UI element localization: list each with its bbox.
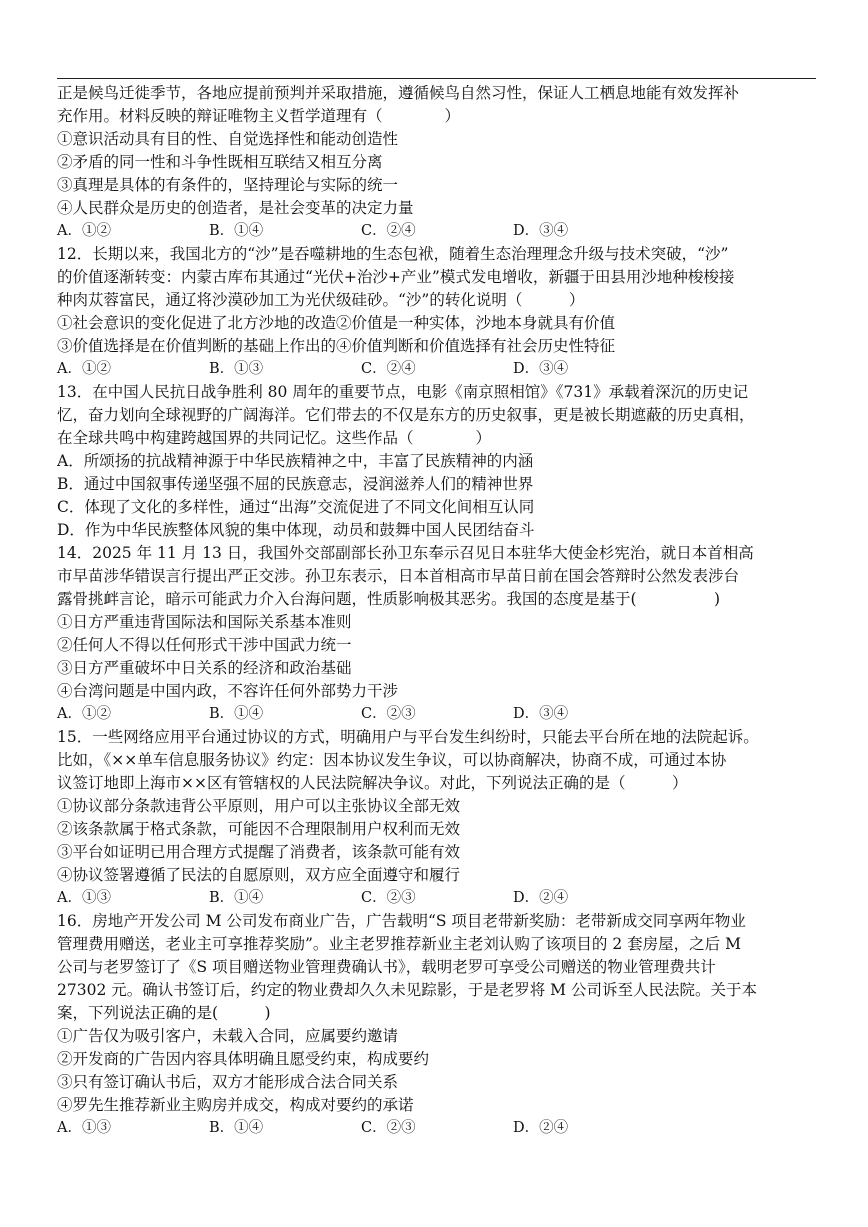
answer-options [57,358,822,381]
statement-item: ①广告仅为吸引客户，未载入合同，应属要约邀请 [57,1027,399,1045]
question-stem-line: 充作用。材料反映的辩证唯物主义哲学道理有（ ） [57,107,461,125]
question-stem-line: 16．房地产开发公司 M 公司发布商业广告，广告载明“S 项目老带新奖励：老带新成交同享两年物业 [57,912,746,930]
question-stem-line: 14．2025 年 11 月 13 日，我国外交部副部长孙卫东奉示召见日本驻华大使金杉宪治，就日本首相高 [57,544,754,562]
question-stem-line: 27302 元。确认书签订后，约定的物业费却久久未见踪影，于是老罗将 M 公司诉至人民法院。关于本 [57,981,757,999]
answer-options [57,1117,822,1140]
statement-item: ②任何人不得以任何形式干涉中国武力统一 [57,636,352,654]
statement-item: ④协议签署遵循了民法的自愿原则，双方应全面遵守和履行 [57,866,461,884]
option-b: B．①④ [209,1120,264,1136]
question-stem-line: 公司与老罗签订了《S 项目赠送物业管理费确认书》，载明老罗可享受公司赠送的物业管理费共计 [57,958,716,976]
option-d: D．③④ [513,361,569,377]
question-11-continued [57,82,822,243]
exam-page [57,82,822,1140]
question-stem-line: 管理费用赠送，老业主可享推荐奖励”。业主老罗推荐新业主老刘认购了该项目的 2 套房屋，之后 M [57,935,741,953]
option-b: B．①④ [209,706,264,722]
statement-item: ①日方严重违背国际法和国际关系基本准则 [57,613,352,631]
question-stem-line: 15．一些网络应用平台通过协议的方式，明确用户与平台发生纠纷时，只能去平台所在地的法院起诉。 [57,728,759,746]
option-a: A．①② [57,223,111,239]
statement-item: ③真理是具体的有条件的，坚持理论与实际的统一 [57,176,399,194]
option-a: A．所颂扬的抗战精神源于中华民族精神之中，丰富了民族精神的内涵 [57,452,534,470]
statement-item: ②开发商的广告因内容具体明确且愿受约束，构成要约 [57,1050,430,1068]
statement-item: ②该条款属于格式条款，可能因不合理限制用户权利而无效 [57,820,461,838]
option-a: A．①② [57,361,111,377]
option-d: D．②④ [513,1120,569,1136]
statement-item: ④人民群众是历史的创造者，是社会变革的决定力量 [57,199,414,217]
option-c: C．②④ [361,361,416,377]
question-stem-line: 13．在中国人民抗日战争胜利 80 周年的重要节点，电影《南京照相馆》《731》承载着深沉的历史记 [57,383,749,401]
option-b: B．①④ [209,223,264,239]
question-stem-line: 市早苗涉华错误言行提出严正交涉。孙卫东表示，日本首相高市早苗日前在国会答辩时公然发表涉台 [57,567,740,585]
option-c: C．②③ [361,706,416,722]
option-d: D．②④ [513,890,569,906]
question-13 [57,381,822,542]
statement-item: ③平台如证明已用合理方式提醒了消费者，该条款可能有效 [57,843,461,861]
question-stem-line: 露骨挑衅言论，暗示可能武力介入台海问题，性质影响极其恶劣。我国的态度是基于( ) [57,590,721,608]
statement-item: ①意识活动具有目的性、自觉选择性和能动创造性 [57,130,399,148]
option-c: C．②③ [361,890,416,906]
option-b: B．通过中国叙事传递坚强不屈的民族意志，浸润滋养人们的精神世界 [57,475,534,493]
statement-item: ③日方严重破坏中日关系的经济和政治基础 [57,659,352,677]
option-b: B．①④ [209,890,264,906]
option-d: D．作为中华民族整体风貌的集中体现，动员和鼓舞中国人民团结奋斗 [57,521,535,539]
question-stem-line: 在全球共鸣中构建跨越国界的共同记忆。这些作品（ ） [57,429,492,447]
statement-item: ②矛盾的同一性和斗争性既相互联结又相互分离 [57,153,383,171]
statement-item: ①社会意识的变化促进了北方沙地的改造②价值是一种实体，沙地本身就具有价值 [57,314,616,332]
question-stem-line: 正是候鸟迁徙季节，各地应提前预判并采取措施，遵循候鸟自然习性，保证人工栖息地能有效发挥补 [57,84,740,102]
statement-item: ③只有签订确认书后，双方才能形成合法合同关系 [57,1073,399,1091]
option-d: D．③④ [513,706,569,722]
question-stem-line: 的价值逐渐转变：内蒙古库布其通过“光伏+治沙+产业”模式发电增收，新疆于田县用沙地种梭梭接 [57,268,735,286]
answer-options [57,220,822,243]
question-stem-line: 12．长期以来，我国北方的“沙”是吞噬耕地的生态包袱，随着生态治理理念升级与技术突破，“沙” [57,245,729,263]
question-stem-line: 议签订地即上海市××区有管辖权的人民法院解决争议。对此，下列说法正确的是（ ） [57,774,688,792]
statement-item: ④台湾问题是中国内政，不容许任何外部势力干涉 [57,682,399,700]
question-15 [57,726,822,910]
question-16 [57,910,822,1140]
header-rule [57,78,816,79]
statement-item: ③价值选择是在价值判断的基础上作出的④价值判断和价值选择有社会历史性特征 [57,337,616,355]
option-c: C．②③ [361,1120,416,1136]
option-d: D．③④ [513,223,569,239]
question-stem-line: 比如，《××单车信息服务协议》约定：因本协议发生争议，可以协商解决，协商不成，可通过本协 [57,751,727,769]
question-12 [57,243,822,381]
statement-item: ④罗先生推荐新业主购房并成交，构成对要约的承诺 [57,1096,414,1114]
option-a: A．①② [57,706,111,722]
question-14 [57,542,822,726]
question-stem-line: 案，下列说法正确的是( ) [57,1004,271,1022]
question-stem-line: 种肉苁蓉富民，通辽将沙漠砂加工为光伏级硅砂。“沙”的转化说明（ ） [57,291,585,309]
option-c: C．体现了文化的多样性，通过“出海”交流促进了不同文化间相互认同 [57,498,535,516]
question-stem-line: 忆，奋力划向全球视野的广阔海洋。它们带去的不仅是东方的历史叙事，更是被长期遮蔽的历史真相， [57,406,755,424]
answer-options [57,703,822,726]
answer-options [57,887,822,910]
option-a: A．①③ [57,1120,111,1136]
option-a: A．①③ [57,890,111,906]
option-b: B．①③ [209,361,264,377]
statement-item: ①协议部分条款违背公平原则，用户可以主张协议全部无效 [57,797,461,815]
option-c: C．②④ [361,223,416,239]
